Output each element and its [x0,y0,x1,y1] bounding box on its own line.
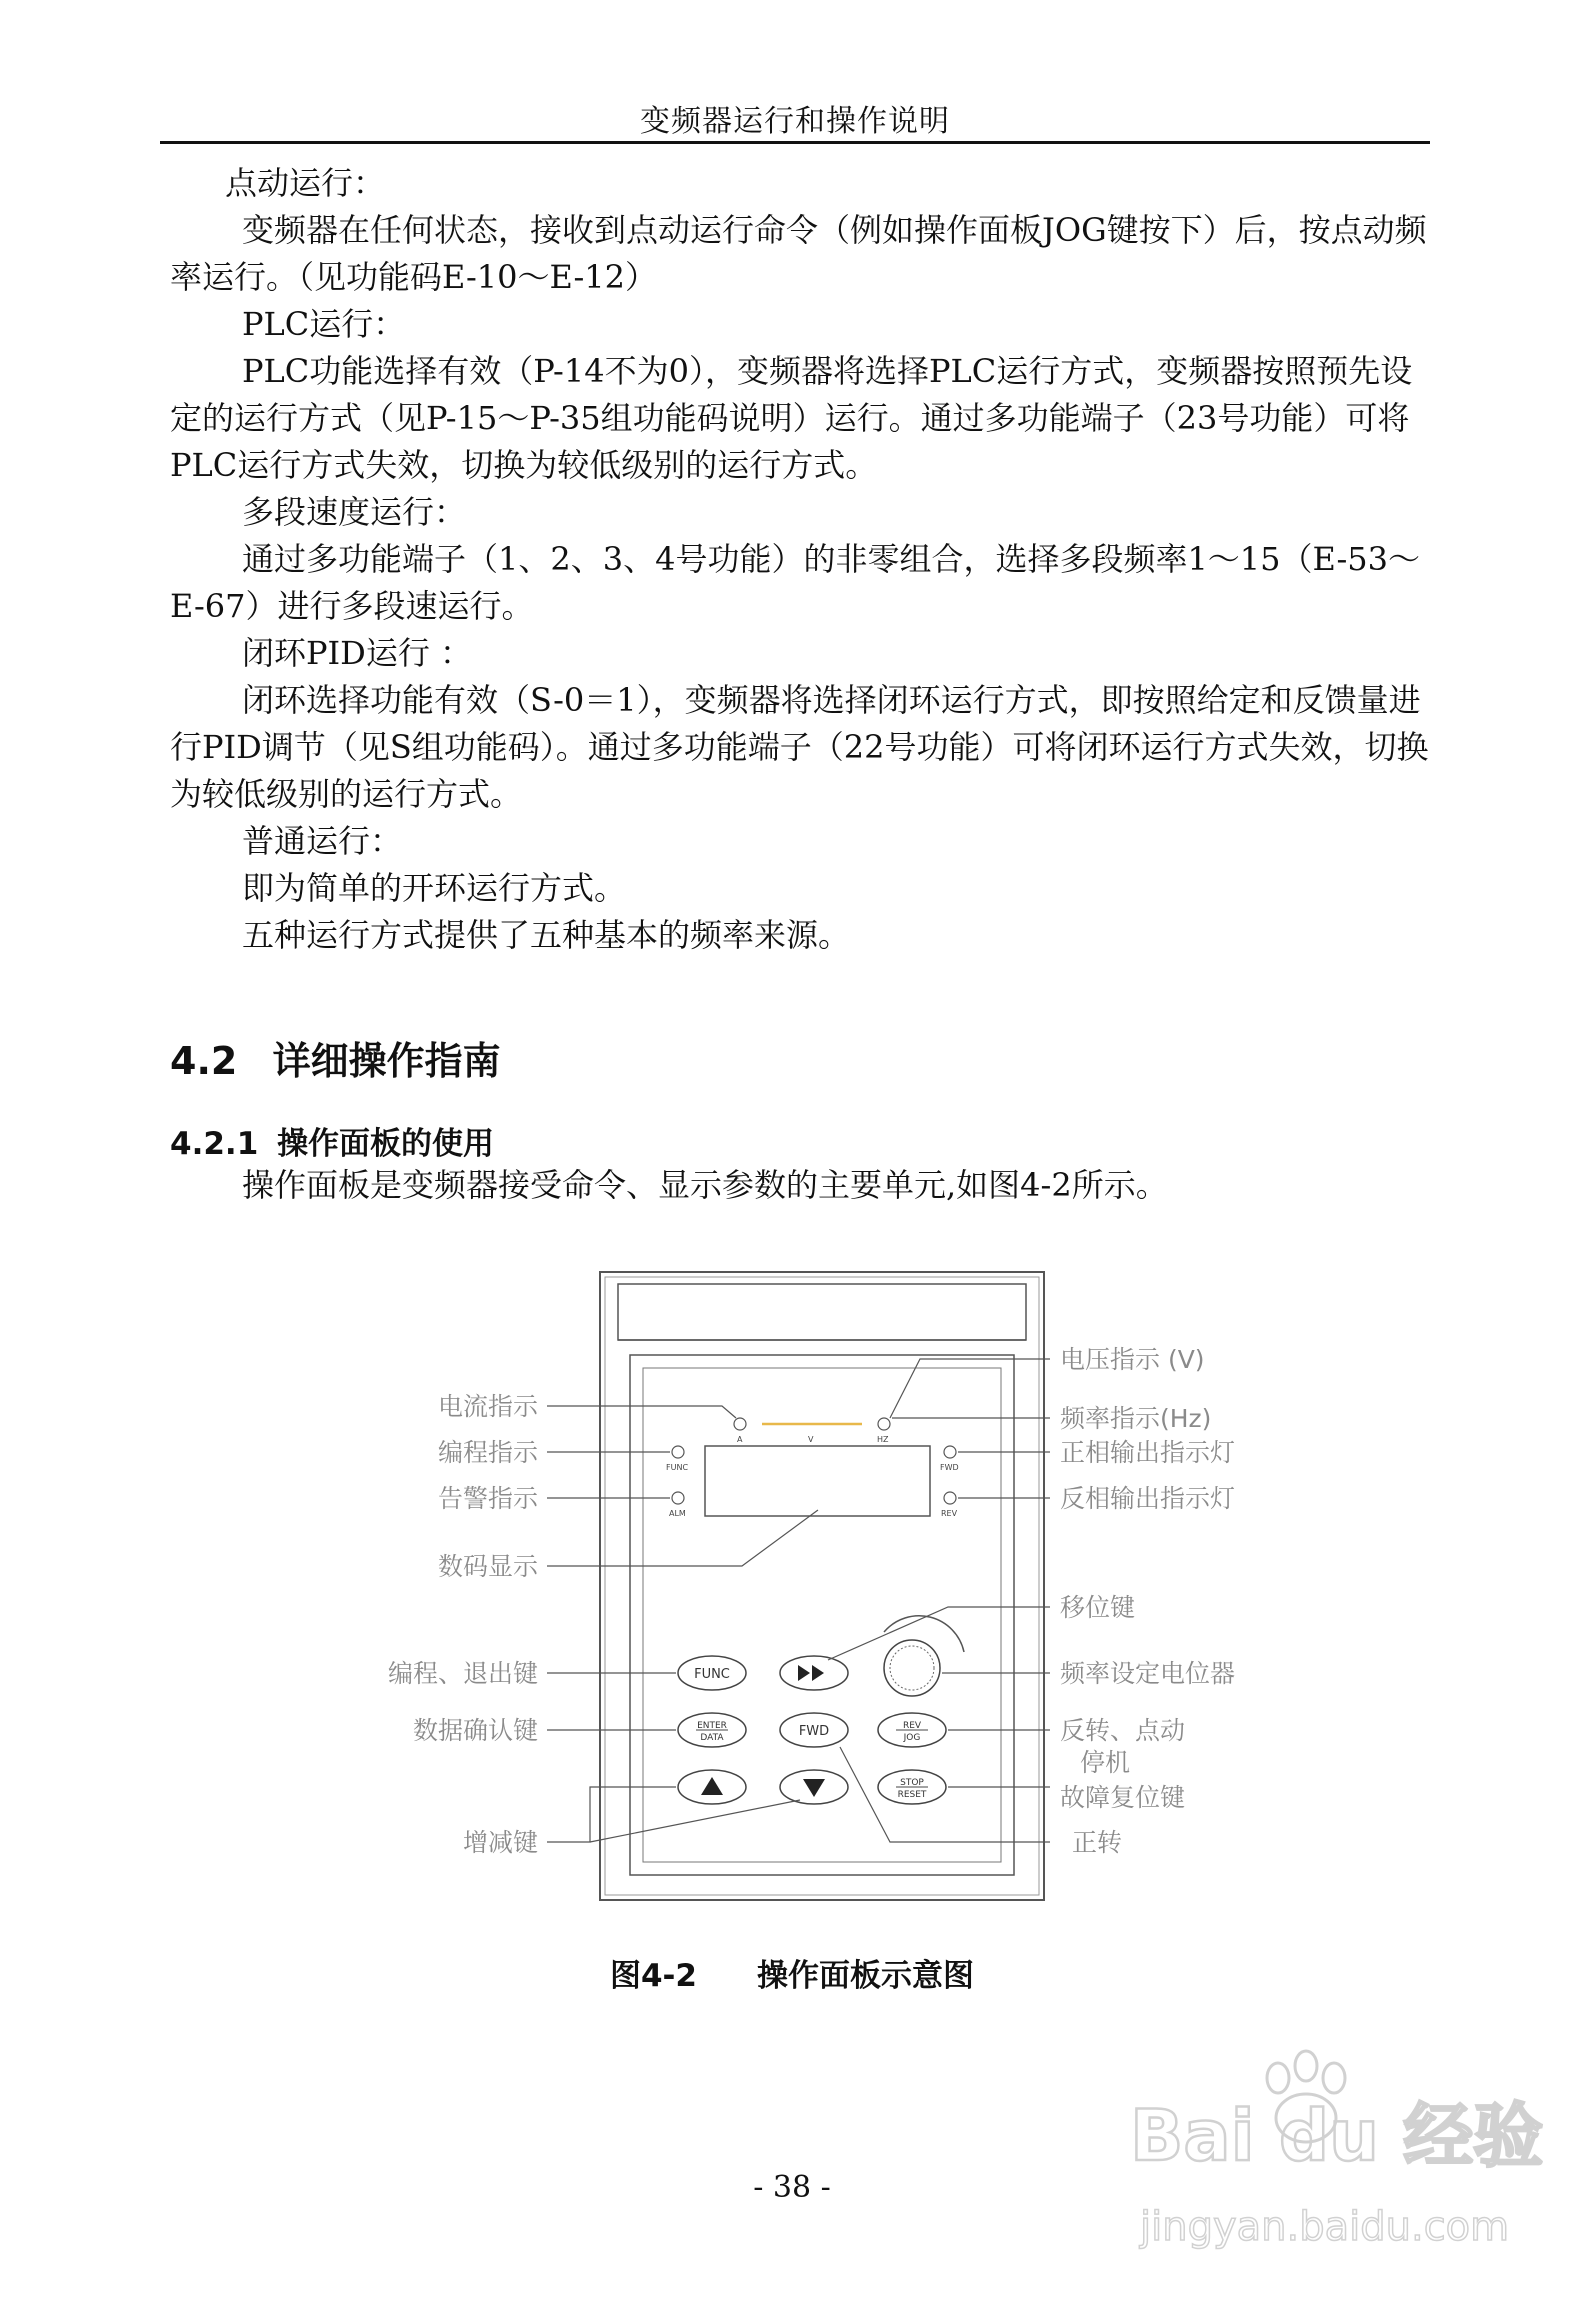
led-a-text: A [737,1435,743,1444]
intro-paragraph: 操作面板是变频器接受命令、显示参数的主要单元,如图4-2所示。 [242,1166,1168,1204]
up-arrow-icon [701,1777,723,1795]
func-led-text: FUNC [666,1463,689,1472]
subsection-number: 4.2.1 [170,1126,259,1162]
alm-led [672,1492,684,1504]
watermark-brand: Bai du 经验 [1130,2095,1544,2177]
figure-caption [0,1950,1584,1995]
stop-key-bottom: RESET [897,1790,927,1800]
para-multispeed-body: 通过多功能端子（1、2、3、4号功能）的非零组合，选择多段频率1～15（E-53～E-67）进行多段速运行。 [170,540,1421,625]
para-jog-body: 变频器在任何状态，接收到点动运行命令（例如操作面板JOG键按下）后，按点动频率运行。（见功能码E-10～E-12） [170,211,1427,296]
label-updown-keys: 增减键 [462,1828,538,1857]
frequency-potentiometer[interactable] [884,1640,940,1696]
fwd-key-label: FWD [798,1724,830,1739]
watermark-url: jingyan.baidu.com [1140,2204,1510,2250]
para-multispeed-title: 多段速度运行： [242,493,467,531]
label-rev-jog: 反转、点动 [1060,1716,1186,1745]
rev-led-text: REV [941,1509,958,1518]
func-led [672,1446,684,1458]
running-header: 变频器运行和操作说明 [640,104,950,139]
func-key-label: FUNC [694,1667,730,1682]
para-pid-body: 闭环选择功能有效（S-0＝1），变频器将选择闭环运行方式，即按照给定和反馈量进行PID调节（见S组功能码）。通过多功能端子（22号功能）可将闭环运行方式失效，切换为较低级别的运行方式。 [170,681,1429,813]
baidu-watermark [1130,2051,1543,2250]
current-led [734,1418,746,1430]
rev-key-top: REV [902,1721,922,1731]
label-enter-key: 数据确认键 [412,1716,538,1745]
label-program: 编程指示 [437,1438,538,1467]
label-fwd-output: 正相输出指示灯 [1060,1438,1236,1467]
rev-led [944,1492,956,1504]
label-display: 数码显示 [437,1552,538,1581]
led-hz-text: HZ [877,1435,889,1444]
para-normal-body: 即为简单的开环运行方式。 [242,869,627,907]
caption-title: 操作面板示意图 [757,1958,974,1994]
enter-key-bottom: DATA [700,1733,724,1743]
para-plc-title: PLC运行： [242,305,406,343]
frequency-led [878,1418,890,1430]
label-voltage: 电压指示 (V) [1060,1345,1205,1374]
label-fault-reset: 故障复位键 [1060,1783,1186,1812]
para-plc-body: PLC功能选择有效（P-14不为0），变频器将选择PLC运行方式，变频器按照预先设定的运行方式（见P-15～P-35组功能码说明）运行。通过多功能端子（23号功能）可将PLC运行方式失效，切换为较低级别的运行方式。 [170,352,1413,484]
enter-key-top: ENTER [697,1721,727,1731]
label-stop: 停机 [1080,1748,1131,1777]
section-number: 4.2 [170,1039,238,1083]
label-shift-key: 移位键 [1060,1593,1136,1622]
label-current: 电流指示 [437,1392,538,1421]
down-arrow-icon [803,1779,825,1797]
label-alarm: 告警指示 [437,1484,538,1513]
label-rev-output: 反相输出指示灯 [1060,1484,1236,1513]
subsection-title: 操作面板的使用 [277,1126,495,1162]
label-func-key: 编程、退出键 [387,1659,538,1688]
para-pid-title: 闭环PID运行 ： [242,634,473,672]
para-jog-title: 点动运行： [225,164,386,202]
fwd-led [944,1446,956,1458]
caption-number: 图4-2 [609,1958,697,1994]
stop-key-top: STOP [900,1778,924,1788]
digital-display [705,1446,930,1516]
led-v-text: V [808,1435,814,1444]
fwd-led-text: FWD [940,1463,959,1472]
label-frequency: 频率指示(Hz) [1060,1404,1212,1433]
para-summary: 五种运行方式提供了五种基本的频率来源。 [242,916,851,954]
section-title: 详细操作指南 [272,1039,501,1083]
para-normal-title: 普通运行： [242,822,403,860]
label-potentiometer: 频率设定电位器 [1060,1659,1236,1688]
alm-led-text: ALM [669,1509,686,1518]
rev-key-bottom: JOG [903,1733,921,1743]
shift-arrows-icon [798,1665,824,1681]
page-number: - 38 - [753,2170,831,2205]
label-forward: 正转 [1072,1828,1123,1857]
